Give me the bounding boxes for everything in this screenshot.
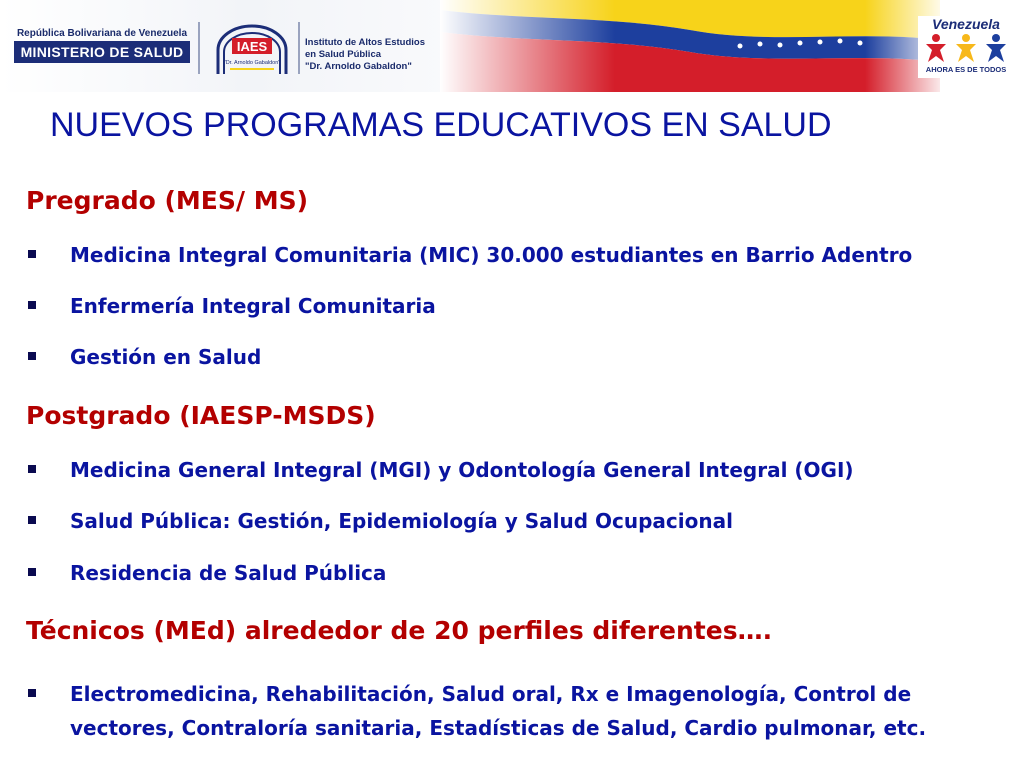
header-divider	[198, 22, 200, 74]
iaes-acronym: IAES	[236, 39, 268, 54]
list-item-text: Salud Pública: Gestión, Epidemiología y Salud Ocupacional	[70, 509, 733, 533]
list-item-text: Gestión en Salud	[70, 345, 262, 369]
list-item-text: Enfermería Integral Comunitaria	[70, 294, 436, 318]
venezuela-logo	[918, 16, 1014, 78]
people-figures-icon	[922, 32, 1010, 64]
list-item-text: Residencia de Salud Pública	[70, 561, 387, 585]
institute-line: en Salud Pública	[305, 49, 382, 60]
header-divider	[298, 22, 300, 74]
ministry-name-text: MINISTERIO DE SALUD	[14, 41, 190, 63]
list-item-text: Medicina Integral Comunitaria (MIC) 30.000 estudiantes en Barrio Adentro	[70, 243, 913, 267]
square-bullet-icon	[28, 352, 36, 360]
section-heading-postgrado: Postgrado (IAESP-MSDS)	[26, 401, 376, 430]
square-bullet-icon	[28, 465, 36, 473]
iaes-subtitle: "Dr. Arnoldo Gabaldon"	[223, 60, 281, 66]
square-bullet-icon	[28, 250, 36, 258]
square-bullet-icon	[28, 689, 36, 697]
slide-title: NUEVOS PROGRAMAS EDUCATIVOS EN SALUD	[50, 106, 832, 144]
list-item-text: Electromedicina, Rehabilitación, Salud oral, Rx e Imagenología, Control de vectores, Contraloría sanitaria, Estadísticas de Salud, Cardio pulmonar, etc.	[70, 682, 927, 740]
ministry-logo	[14, 28, 190, 72]
header-banner	[0, 0, 1024, 92]
institute-line: Instituto de Altos Estudios	[305, 37, 425, 48]
institute-name	[305, 37, 475, 73]
venezuela-flag-wave	[440, 0, 940, 92]
ministry-country-text: República Bolivariana de Venezuela	[16, 28, 188, 39]
square-bullet-icon	[28, 516, 36, 524]
institute-line: "Dr. Arnoldo Gabaldon"	[305, 61, 412, 72]
venezuela-slogan: AHORA ES DE TODOS	[925, 65, 1007, 74]
square-bullet-icon	[28, 301, 36, 309]
list-item-text: Medicina General Integral (MGI) y Odontología General Integral (OGI)	[70, 458, 854, 482]
section-heading-tecnicos: Técnicos (MEd) alrededor de 20 perfiles diferentes….	[26, 616, 773, 645]
venezuela-word: Venezuela	[932, 16, 1000, 32]
square-bullet-icon	[28, 568, 36, 576]
section-heading-pregrado: Pregrado (MES/ MS)	[26, 186, 309, 215]
iaes-logo	[210, 24, 294, 76]
